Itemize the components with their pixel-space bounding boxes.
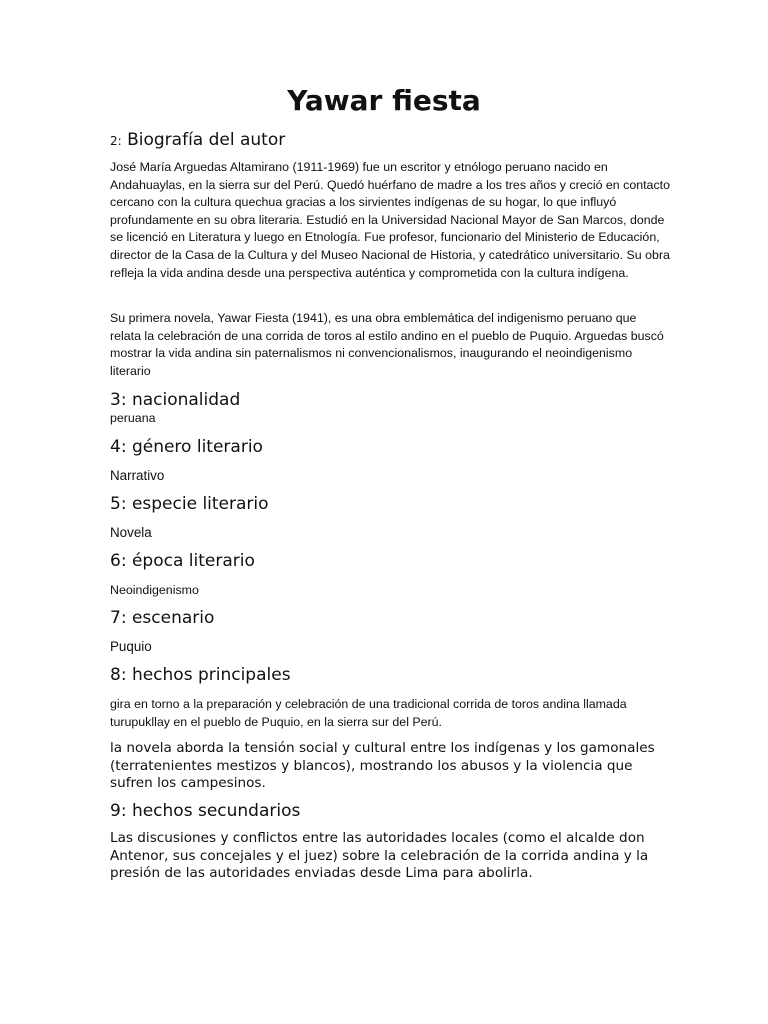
hechos-principales-paragraph-2: la novela aborda la tensión social y cultural entre los indígenas y los gamonales (terratenientes mestizos y blancos), mostrando los abusos y la violencia que sufren los campesinos.: [110, 740, 655, 791]
section-heading-epoca: 6: época literario: [110, 551, 255, 571]
especie-value: Novela: [110, 525, 152, 540]
escenario-value: Puquio: [110, 639, 152, 654]
section-heading-hechos-secundarios: 9: hechos secundarios: [110, 801, 301, 821]
epoca-value: Neoindigenismo: [110, 583, 199, 597]
section-heading-escenario: 7: escenario: [110, 608, 215, 628]
section-heading-especie: 5: especie literario: [110, 494, 269, 514]
section-heading-biografia: [110, 129, 285, 152]
hechos-principales-paragraph-1: gira en torno a la preparación y celebración de una tradicional corrida de toros andina llamada turupukllay en el pueblo de Puquio, en la sierra sur del Perú.: [110, 697, 627, 729]
genero-value: Narrativo: [110, 468, 165, 483]
novel-paragraph: Su primera novela, Yawar Fiesta (1941), es una obra emblemática del indigenismo peruano que relata la celebración de una corrida de toros al estilo andino en el pueblo de Puquio. Arguedas buscó mostrar la vida andina sin paternalismos ni convencionalismos, inaugurando el neoindigenismo literario: [110, 311, 664, 378]
section-number: 2:: [110, 134, 122, 148]
section-heading-hechos-principales: 8: hechos principales: [110, 665, 291, 685]
hechos-secundarios-paragraph: Las discusiones y conflictos entre las autoridades locales (como el alcalde don Antenor, sus concejales y el juez) sobre la celebración de la corrida andina y la presión de las autoridades enviadas desde Lima para abolirla.: [110, 830, 649, 881]
section-heading-nacionalidad: 3: nacionalidad: [110, 390, 241, 410]
section-heading-genero: 4: género literario: [110, 437, 263, 457]
nacionalidad-value: peruana: [110, 411, 156, 425]
section-heading-text: Biografía del autor: [127, 130, 286, 150]
document-title: Yawar fiesta: [287, 84, 481, 117]
biography-paragraph: José María Arguedas Altamirano (1911-1969) fue un escritor y etnólogo peruano nacido en Andahuaylas, en la sierra sur del Perú. Quedó huérfano de madre a los tres años y creció en contacto cercano con la cultura quechua gracias a los sirvientes indígenas de su hogar, lo que influyó profundamente en su obra literaria. Estudió en la Universidad Nacional Mayor de San Marcos, donde se licenció en Literatura y luego en Etnología. Fue profesor, funcionario del Ministerio de Educación, director de la Casa de la Cultura y del Museo Nacional de Historia, y catedrático universitario. Su obra refleja la vida andina desde una perspectiva auténtica y comprometida con la cultura indígena.: [110, 160, 670, 280]
